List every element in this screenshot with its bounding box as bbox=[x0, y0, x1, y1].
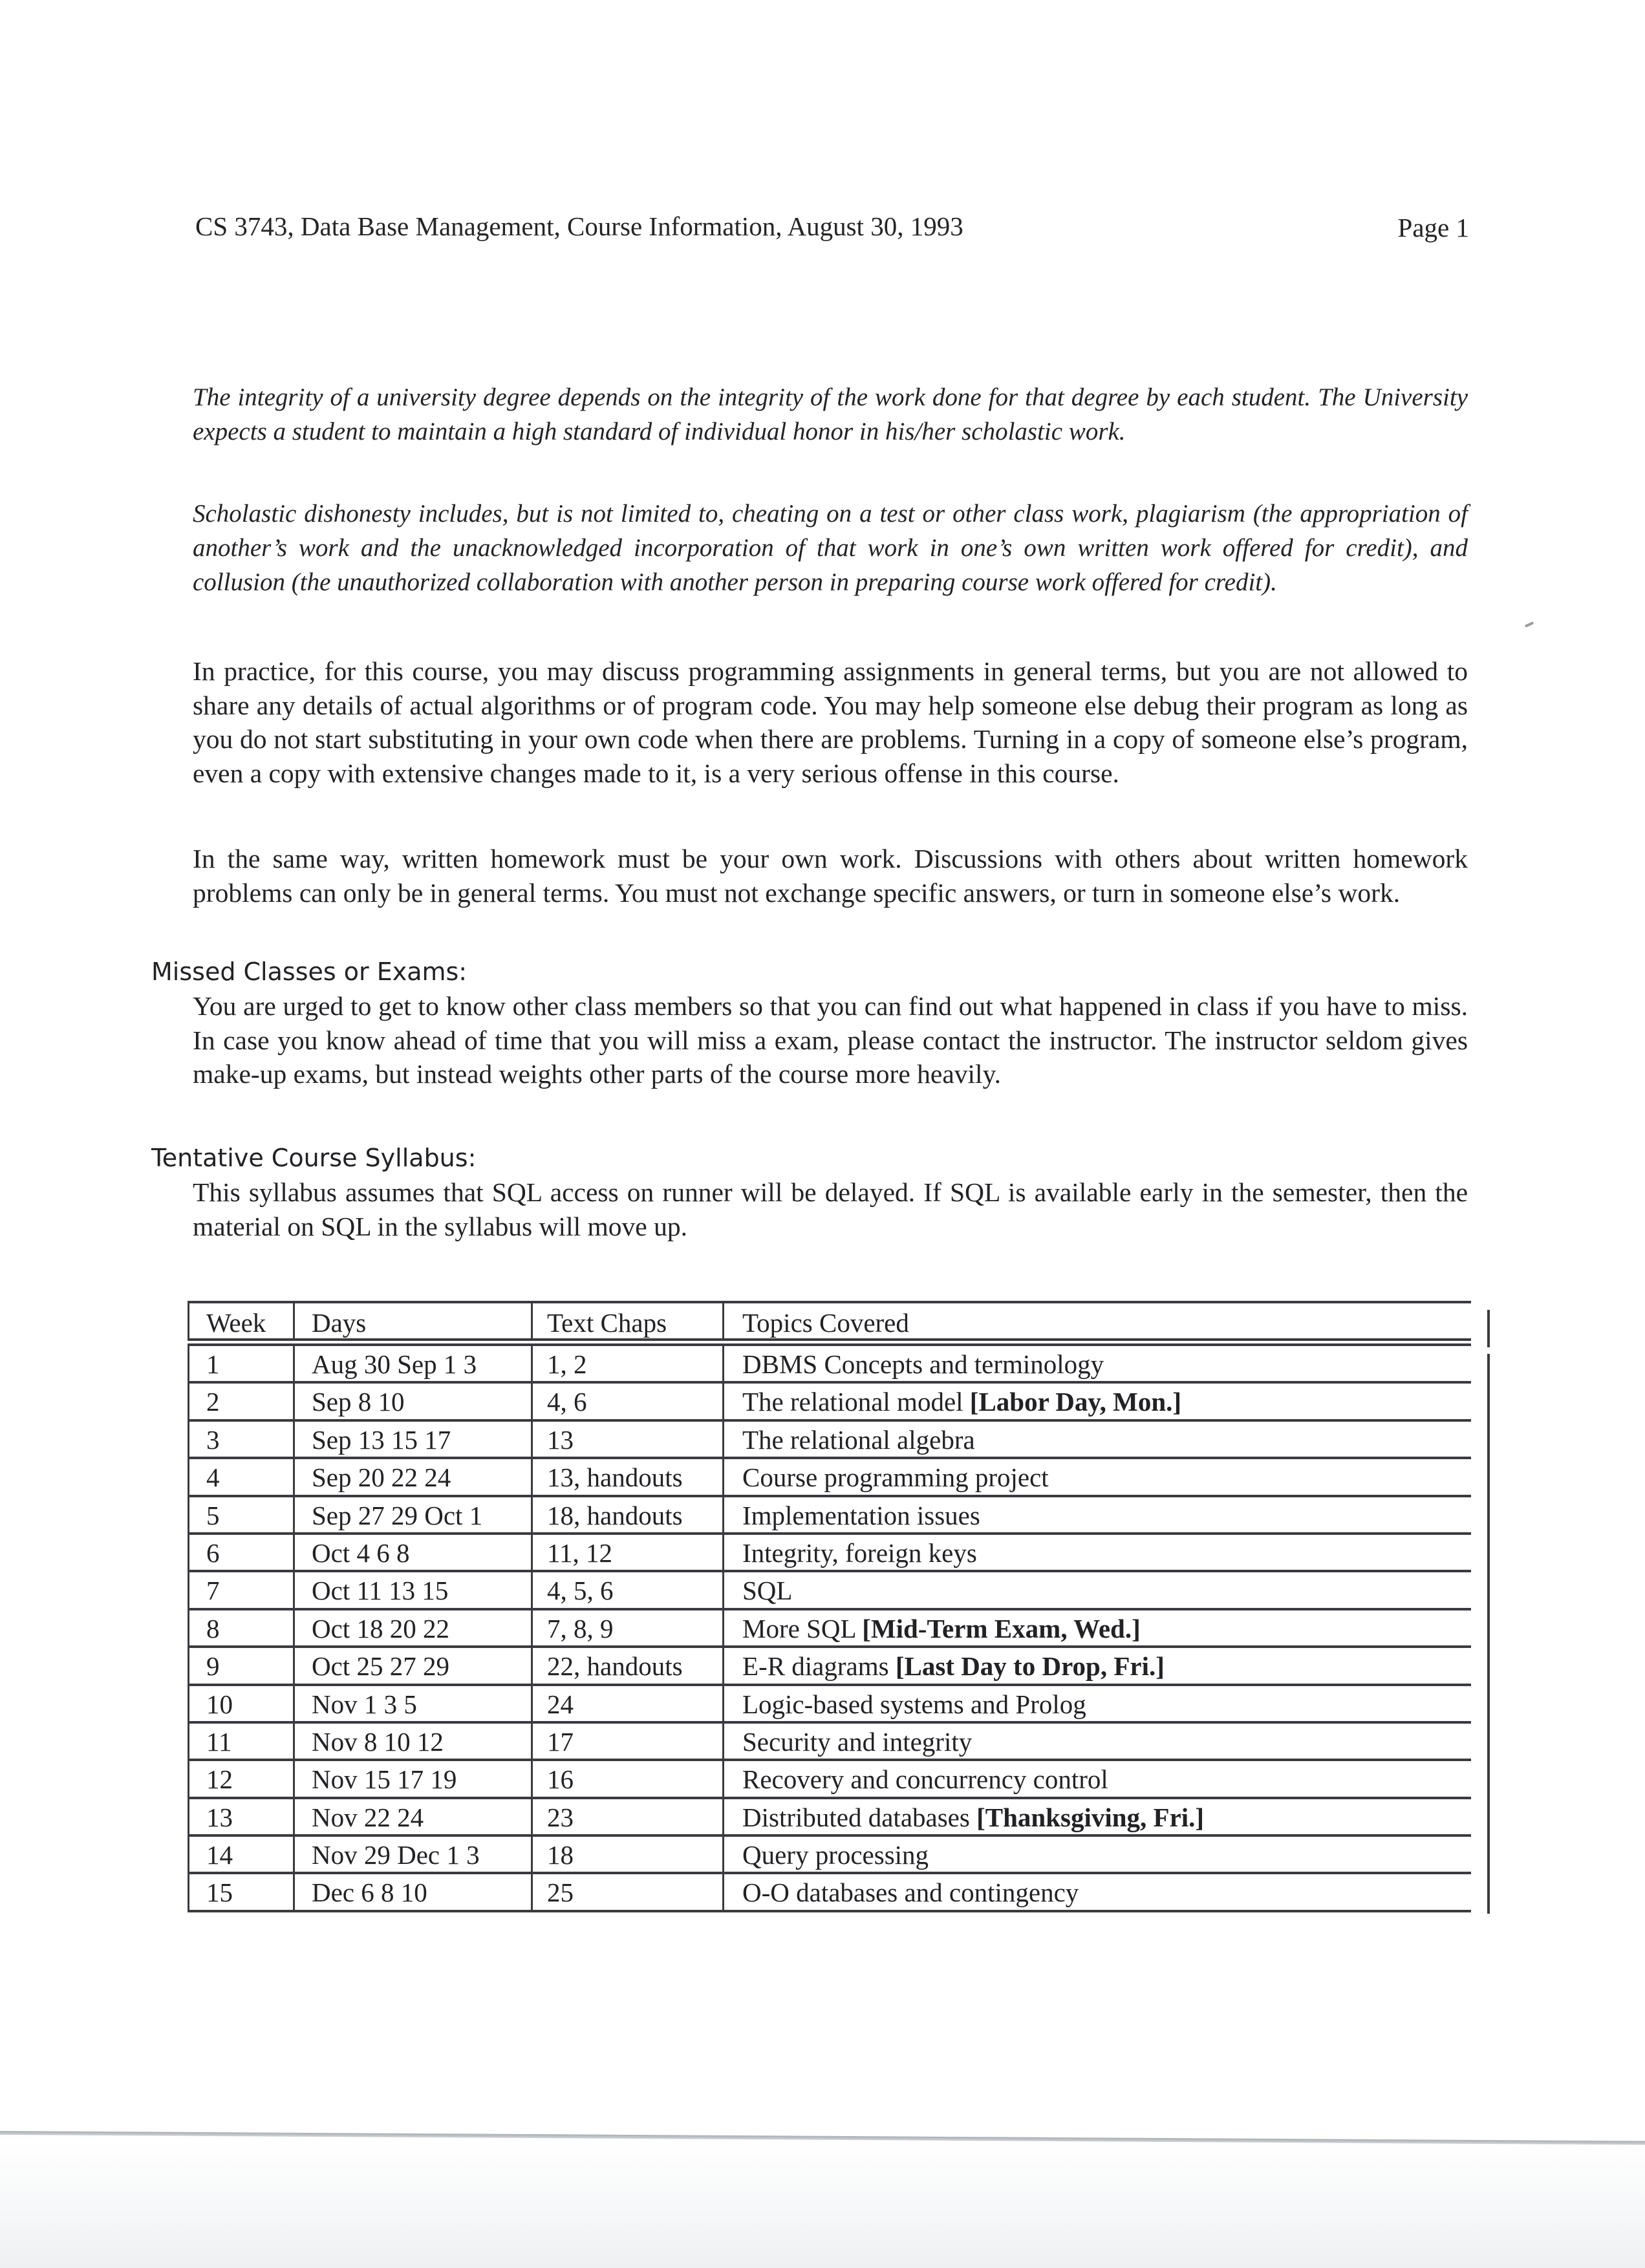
text-chaps-cell: 24 bbox=[531, 1686, 722, 1721]
calendar-note: [Thanksgiving, Fri.] bbox=[976, 1802, 1205, 1832]
dishonesty-paragraph: Scholastic dishonesty includes, but is not limited to, cheating on a test or other class work, plagiarism (the appropriation of another’s work and the unacknowledged incorporation of that work in one’s own written work offered for credit), and collusion (the unauthorized collaboration with another person in preparing course work offered for credit). bbox=[193, 500, 1468, 596]
week-cell: 14 bbox=[188, 1837, 293, 1872]
topic-cell bbox=[722, 1837, 1471, 1872]
table-row bbox=[188, 1535, 1471, 1572]
days-cell: Sep 27 29 Oct 1 bbox=[293, 1497, 531, 1532]
days-cell: Nov 8 10 12 bbox=[293, 1724, 531, 1759]
days-cell: Oct 4 6 8 bbox=[293, 1535, 531, 1570]
topic-cell bbox=[722, 1610, 1471, 1645]
programming-policy-paragraph: In practice, for this course, you may discuss programming assignments in general terms, but you are not allowed to share any details of actual algorithms or of program code. You may help someone else debug their program as long as you do not start substituting in your own code when there are problems. Turning in a copy of someone else’s program, even a copy with extensive changes made to it, is a very serious offense in this course. bbox=[193, 656, 1468, 788]
week-cell: 5 bbox=[188, 1497, 293, 1532]
document-title: CS 3743, Data Base Management, Course Information, August 30, 1993 bbox=[195, 211, 963, 241]
topic-cell bbox=[722, 1422, 1471, 1457]
days-cell: Sep 20 22 24 bbox=[293, 1459, 531, 1494]
topic-text: Logic-based systems and Prolog bbox=[742, 1689, 1086, 1719]
week-cell: 8 bbox=[188, 1610, 293, 1645]
topic-text: DBMS Concepts and terminology bbox=[742, 1349, 1104, 1379]
days-cell: Nov 29 Dec 1 3 bbox=[293, 1837, 531, 1872]
days-cell: Nov 22 24 bbox=[293, 1799, 531, 1834]
text-chaps-cell: 4, 6 bbox=[531, 1384, 722, 1418]
table-row bbox=[188, 1837, 1471, 1874]
week-cell: 3 bbox=[188, 1422, 293, 1457]
week-cell: 12 bbox=[188, 1761, 293, 1796]
text-chaps-cell: 7, 8, 9 bbox=[531, 1610, 722, 1645]
table-row bbox=[188, 1874, 1471, 1912]
days-cell: Oct 25 27 29 bbox=[293, 1648, 531, 1683]
scan-speck bbox=[1525, 621, 1534, 628]
text-chaps-cell: 13, handouts bbox=[531, 1459, 722, 1494]
week-cell: 15 bbox=[188, 1874, 293, 1909]
integrity-paragraph: The integrity of a university degree depends on the integrity of the work done for that degree by each student. The University expects a student to maintain a high standard of individual honor in his/her scholastic work. bbox=[193, 383, 1468, 445]
table-row bbox=[188, 1459, 1471, 1497]
table-row bbox=[188, 1610, 1471, 1648]
table-row bbox=[188, 1724, 1471, 1761]
table-right-rule-header bbox=[1487, 1310, 1490, 1347]
topic-text: Implementation issues bbox=[742, 1500, 980, 1530]
table-row bbox=[188, 1572, 1471, 1610]
calendar-note: [Labor Day, Mon.] bbox=[969, 1387, 1182, 1417]
topic-text: Query processing bbox=[742, 1840, 929, 1870]
topic-cell bbox=[722, 1535, 1471, 1570]
days-cell: Oct 18 20 22 bbox=[293, 1610, 531, 1645]
week-cell: 7 bbox=[188, 1572, 293, 1607]
topic-cell bbox=[722, 1497, 1471, 1532]
syllabus-intro-paragraph: This syllabus assumes that SQL access on runner will be delayed. If SQL is available early in the semester, then the material on SQL in the syllabus will move up. bbox=[193, 1177, 1468, 1241]
topic-cell bbox=[722, 1384, 1471, 1418]
text-chaps-cell: 13 bbox=[531, 1422, 722, 1457]
syllabus-table bbox=[188, 1301, 1471, 1912]
calendar-note: [Last Day to Drop, Fri.] bbox=[895, 1651, 1165, 1682]
table-row bbox=[188, 1648, 1471, 1685]
table-row bbox=[188, 1422, 1471, 1459]
text-chaps-cell: 4, 5, 6 bbox=[531, 1572, 722, 1607]
missed-classes-paragraph: You are urged to get to know other class members so that you can find out what happened in class if you have to miss. In case you know ahead of time that you will miss a exam, please contact the instructor. The instructor seldom gives make-up exams, but instead weights other parts of the course more heavily. bbox=[193, 991, 1468, 1089]
calendar-note: [Mid-Term Exam, Wed.] bbox=[862, 1613, 1141, 1643]
table-row bbox=[188, 1346, 1471, 1384]
text-chaps-cell: 17 bbox=[531, 1724, 722, 1759]
week-cell: 13 bbox=[188, 1799, 293, 1834]
topic-text: Course programming project bbox=[742, 1462, 1049, 1493]
text-chaps-cell: 16 bbox=[531, 1761, 722, 1796]
week-cell: 1 bbox=[188, 1346, 293, 1381]
column-header-days: Days bbox=[293, 1303, 531, 1338]
table-row bbox=[188, 1384, 1471, 1421]
topic-text: The relational model bbox=[742, 1387, 970, 1417]
text-chaps-cell: 11, 12 bbox=[531, 1535, 722, 1570]
topic-cell bbox=[722, 1761, 1471, 1796]
topic-text: Security and integrity bbox=[742, 1726, 973, 1757]
text-chaps-cell: 22, handouts bbox=[531, 1648, 722, 1683]
table-body bbox=[188, 1346, 1471, 1912]
text-chaps-cell: 18 bbox=[531, 1837, 722, 1872]
week-cell: 11 bbox=[188, 1724, 293, 1759]
topic-cell bbox=[722, 1572, 1471, 1607]
table-row bbox=[188, 1799, 1471, 1837]
text-chaps-cell: 25 bbox=[531, 1874, 722, 1909]
topic-cell bbox=[722, 1799, 1471, 1834]
text-chaps-cell: 1, 2 bbox=[531, 1346, 722, 1381]
topic-cell bbox=[722, 1346, 1471, 1381]
days-cell: Aug 30 Sep 1 3 bbox=[293, 1346, 531, 1381]
week-cell: 9 bbox=[188, 1648, 293, 1683]
text-chaps-cell: 18, handouts bbox=[531, 1497, 722, 1532]
missed-classes-heading: Missed Classes or Exams: bbox=[151, 957, 468, 986]
topic-text: Distributed databases bbox=[742, 1802, 977, 1832]
topic-cell bbox=[722, 1459, 1471, 1494]
week-cell: 2 bbox=[188, 1384, 293, 1418]
topic-text: More SQL bbox=[742, 1613, 863, 1643]
days-cell: Nov 1 3 5 bbox=[293, 1686, 531, 1721]
week-cell: 4 bbox=[188, 1459, 293, 1494]
table-row bbox=[188, 1761, 1471, 1799]
table-right-rule-body bbox=[1487, 1354, 1490, 1914]
column-header-chaps: Text Chaps bbox=[531, 1303, 722, 1338]
topic-text: E-R diagrams bbox=[742, 1651, 896, 1682]
days-cell: Sep 13 15 17 bbox=[293, 1422, 531, 1457]
column-header-week: Week bbox=[188, 1303, 293, 1338]
topic-text: O-O databases and contingency bbox=[742, 1878, 1079, 1908]
week-cell: 6 bbox=[188, 1535, 293, 1570]
week-cell: 10 bbox=[188, 1686, 293, 1721]
topic-text: SQL bbox=[742, 1576, 793, 1606]
topic-cell bbox=[722, 1724, 1471, 1759]
page-number: Page 1 bbox=[1397, 213, 1469, 242]
table-row bbox=[188, 1497, 1471, 1535]
homework-policy-paragraph: In the same way, written homework must be your own work. Discussions with others about written homework problems can only be in general terms. You must not exchange specific answers, or turn in someone else’s work. bbox=[193, 844, 1468, 908]
days-cell: Dec 6 8 10 bbox=[293, 1874, 531, 1909]
topic-cell bbox=[722, 1874, 1471, 1909]
table-row bbox=[188, 1686, 1471, 1724]
syllabus-heading: Tentative Course Syllabus: bbox=[151, 1144, 477, 1172]
topic-text: Recovery and concurrency control bbox=[742, 1764, 1108, 1795]
days-cell: Nov 15 17 19 bbox=[293, 1761, 531, 1796]
header-double-rule bbox=[188, 1341, 1471, 1346]
days-cell: Sep 8 10 bbox=[293, 1384, 531, 1418]
scan-background bbox=[0, 2140, 1645, 2268]
days-cell: Oct 11 13 15 bbox=[293, 1572, 531, 1607]
topic-text: The relational algebra bbox=[742, 1424, 975, 1455]
topic-cell bbox=[722, 1686, 1471, 1721]
table-header-row bbox=[188, 1301, 1471, 1341]
column-header-topics: Topics Covered bbox=[722, 1303, 1471, 1338]
topic-text: Integrity, foreign keys bbox=[742, 1537, 977, 1568]
text-chaps-cell: 23 bbox=[531, 1799, 722, 1834]
topic-cell bbox=[722, 1648, 1471, 1683]
